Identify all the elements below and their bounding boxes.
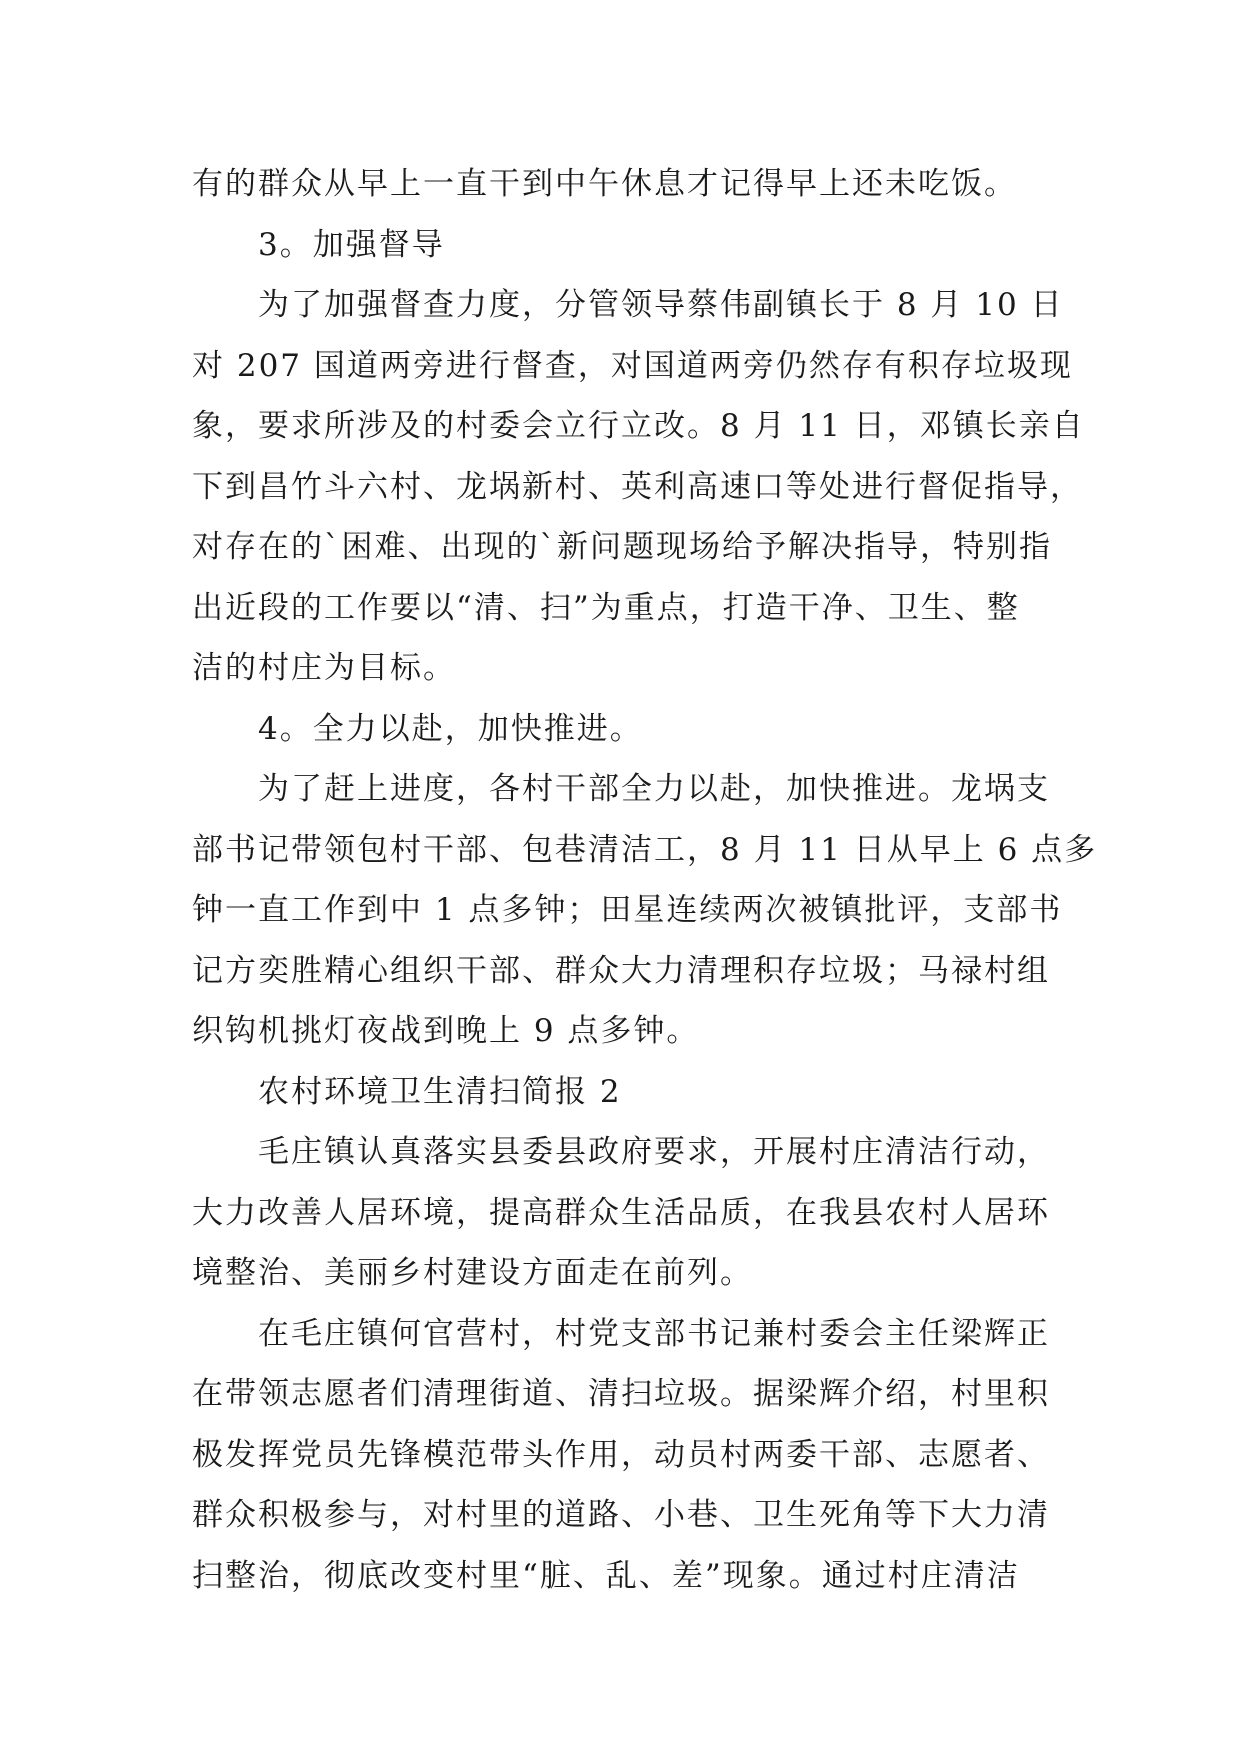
text-line: 对 207 国道两旁进行督查，对国道两旁仍然存有积存垃圾现 [192, 347, 1073, 384]
document-page [192, 154, 1098, 1606]
text-line: 象，要求所涉及的村委会立行立改。8 月 11 日，邓镇长亲自 [192, 408, 1085, 444]
text-line: 毛庄镇认真落实县委县政府要求，开展村庄清洁行动， [258, 1134, 1050, 1170]
text-line: 出近段的工作要以“清、扫”为重点，打造干净、卫生、整 [192, 589, 1020, 626]
text-line: 为了赶上进度，各村干部全力以赴，加快推进。龙埚支 [258, 771, 1050, 807]
text-line: 对存在的`困难、出现的`新问题现场给予解决指导，特别指 [192, 529, 1052, 565]
text-line: 在带领志愿者们清理街道、清扫垃圾。据梁辉介绍，村里积 [192, 1376, 1050, 1412]
section-heading: 4。全力以赴，加快推进。 [258, 710, 643, 747]
text-line: 记方奕胜精心组织干部、群众大力清理积存垃圾；马禄村组 [192, 952, 1050, 989]
text-line: 为了加强督查力度，分管领导蔡伟副镇长于 8 月 10 日 [258, 287, 1064, 323]
section-heading: 3。加强督导 [258, 226, 445, 263]
text-line: 大力改善人居环境，提高群众生活品质，在我县农村人居环 [192, 1194, 1050, 1231]
text-line: 群众积极参与，对村里的道路、小巷、卫生死角等下大力清 [192, 1497, 1050, 1533]
text-line: 下到昌竹斗六村、龙埚新村、英利高速口等处进行督促指导， [192, 468, 1083, 505]
text-line: 洁的村庄为目标。 [192, 650, 456, 686]
text-line: 在毛庄镇何官营村，村党支部书记兼村委会主任梁辉正 [258, 1315, 1050, 1352]
text-line: 钟一直工作到中 1 点多钟；田星连续两次被镇批评，支部书 [192, 892, 1063, 928]
report-title: 农村环境卫生清扫简报 2 [258, 1073, 622, 1110]
text-line: 境整治、美丽乡村建设方面走在前列。 [192, 1255, 753, 1291]
text-line: 有的群众从早上一直干到中午休息才记得早上还未吃饭。 [192, 166, 1017, 202]
text-line: 部书记带领包村干部、包巷清洁工，8 月 11 日从早上 6 点多 [192, 831, 1098, 868]
text-line: 扫整治，彻底改变村里“脏、乱、差”现象。通过村庄清洁 [192, 1557, 1020, 1594]
text-line: 极发挥党员先锋模范带头作用，动员村两委干部、志愿者、 [192, 1436, 1050, 1473]
text-line: 织钩机挑灯夜战到晚上 9 点多钟。 [192, 1013, 700, 1049]
